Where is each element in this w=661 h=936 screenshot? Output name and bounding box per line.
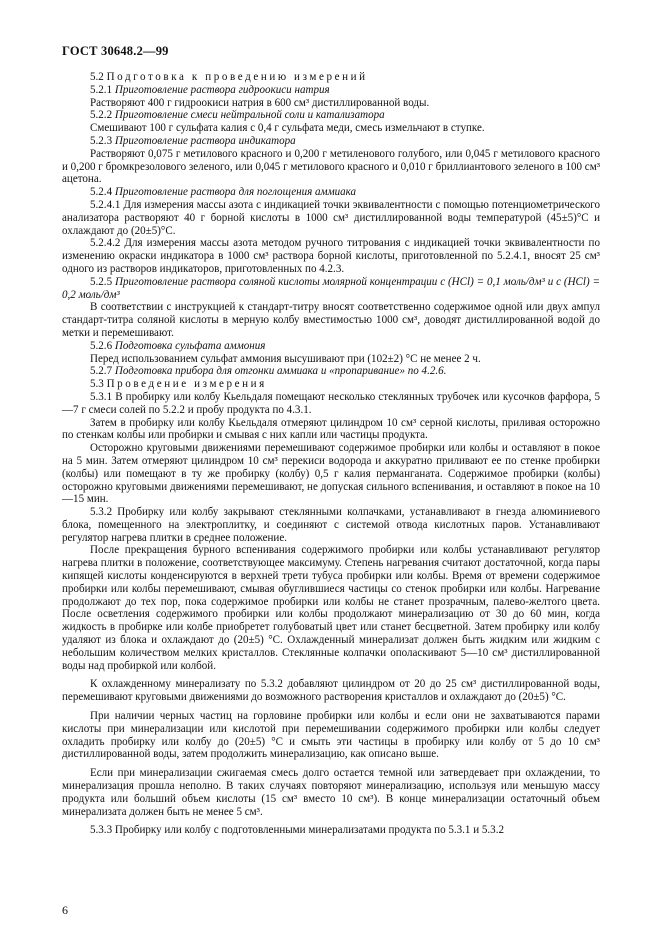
subsection-heading-5-2-4: 5.2.4 Приготовление раствора для поглощения аммиака [90,186,357,199]
paragraph: 5.2.4.1 Для измерения массы азота с индикацией точки эквивалентности с помощью потенциометрического анализатора растворяют 40 г борной кислоты в 1000 см³ дистиллированной воды температурой (45±5)°С и охлаждают до (20±5)°С. [62,198,600,237]
section-heading-5-2: 5.2 Подготовка к проведению измерений [90,71,368,83]
paragraph: Растворяют 400 г гидроокиси натрия в 600 см³ дистиллированной воды. [90,96,430,109]
paragraph: Затем в пробирку или колбу Кьельдаля отмеряют цилиндром 10 см³ серной кислоты, приливая осторожно по стенкам колбы или пробирки и смывая с них капли или частицы продукта. [62,416,600,442]
paragraph: 5.2.4.2 Для измерения массы азота методом ручного титрования с индикацией точки эквивалентности по изменению окраски индикатора в 1000 см³ раствора борной кислоты, приготовленной по 5.2.4.1, вносят 25 см³ одного из растворов индикаторов, приготовленных по 4.2.3. [62,237,600,275]
paragraph: Если при минерализации сжигаемая смесь долго остается темной или затвердевает при охлаждении, то минерализация прошла неполно. В таких случаях повторяют минерализацию, используя или меньшую массу продукта или больший объем кислоты (15 см³ вместо 10 см³). В конце минерализации остаточный объем минерализата должен быть не менее 5 см³. [62,767,600,818]
page-number: 6 [62,903,68,917]
subsection-heading-5-2-6: 5.2.6 Подготовка сульфата аммония [90,339,266,352]
subsection-heading-5-2-2: 5.2.2 Приготовление смеси нейтральной соли и катализатора [90,109,385,122]
paragraph: При наличии черных частиц на горловине пробирки или колбы и если они не захватываются парами кислоты при минерализации или кислотой при перемешивании содержимого пробирки или колбы следует охладить пробирку или колбу до (20±5) °С и смыть эти частицы в пробирку или колбу от 5 до 10 см³ дистиллированной воды, затем продолжить минерализацию, как описано выше. [62,710,600,761]
paragraph: К охлажденному минерализату по 5.3.2 добавляют цилиндром от 20 до 25 см³ дистиллированной воды, перемешивают круговыми движениями до возможного растворения кристаллов и охлаждают до (20±5) °С. [62,678,600,704]
subsection-heading-5-2-5: 5.2.5 Приготовление раствора соляной кислоты молярной концентрации с (HCl) = 0,1 моль/дм³ и с (HCl) = 0,2 моль/дм³ [62,275,600,301]
paragraph: Осторожно круговыми движениями перемешивают содержимое пробирки или колбы и оставляют в покое на 5 мин. Затем отмеряют цилиндром 10 см³ перекиси водорода и аккуратно приливают ее по стенке пробирки (колбы) или помещают в ту же пробирку (колбу) 0,5 г калия перманганата. Содержимое пробирки (колбы) осторожно круговыми движениями перемешивают, не допуская сильного вспенивания, и оставляют в покое на 10—15 мин. [62,442,600,506]
subsection-heading-5-2-1: 5.2.1 Приготовление раствора гидроокиси натрия [90,83,330,96]
paragraph: Растворяют 0,075 г метилового красного и 0,200 г метиленового голубого, или 0,045 г метилового красного и 0,200 г бромкрезолового зеленого, или 0,045 г метилового красного и 0,010 г бриллиантового зеленого в 100 см³ ацетона. [62,147,600,186]
subsection-heading-5-2-3: 5.2.3 Приготовление раствора индикатора [90,134,296,147]
subsection-heading-5-2-7: 5.2.7 Подготовка прибора для отгонки аммиака и «пропаривание» по 4.2.6. [90,365,447,378]
document-body [62,71,600,837]
paragraph: Смешивают 100 г сульфата калия с 0,4 г сульфата меди, смесь измельчают в ступке. [90,122,485,135]
paragraph: 5.3.1 В пробирку или колбу Кьельдаля помещают несколько стеклянных трубочек или кусочков фарфора, 5—7 г смеси солей по 5.2.2 и пробу продукта по 4.3.1. [62,390,600,416]
paragraph: 5.3.3 Пробирку или колбу с подготовленными минерализатами продукта по 5.3.1 и 5.3.2 [90,824,504,837]
section-heading-5-3: 5.3 Проведение измерения [90,378,267,391]
paragraph: Перед использованием сульфат аммония высушивают при (102±2) °С не менее 2 ч. [90,352,481,365]
paragraph: В соответствии с инструкцией к стандарт-титру вносят соответственно содержимое одной или двух ампул стандарт-титра соляной кислоты в мерную колбу вместимостью 1000 см³, доводят дистиллированной водой до метки и перемешивают. [62,301,600,339]
paragraph: После прекращения бурного вспенивания содержимого пробирки или колбы устанавливают регулятор нагрева плитки в положение, соответствующее максимуму. Степень нагревания считают достаточной, когда пары кипящей кислоты конденсируются в верхней трети тубуса пробирки или колбы. Время от времени содержимое пробирки или колбы перемешивают, смывая обуглившиеся частицы со стенок пробирки или колбы. Нагревание продолжают до тех пор, пока содержимое пробирки или колбы не станет прозрачным, палево-желтого цвета. После осветления содержимого пробирки или колбы продолжают минерализацию от 30 до 60 мин, когда жидкость в пробирке или колбе приобретет голубоватый цвет или станет бесцветной. Затем пробирку или колбу удаляют из блока и охлаждают до (20±5) °С. Охлажденный минерализат должен быть жидким или жидким с небольшим количеством мелких кристаллов. Стеклянные колпачки ополаскивают 5—10 см³ дистиллированной воды над пробиркой или колбой. [62,544,600,672]
standard-header: ГОСТ 30648.2—99 [62,44,169,58]
paragraph: 5.3.2 Пробирку или колбу закрывают стеклянными колпачками, устанавливают в гнезда алюминиевого блока, помещенного на электроплитку, и соединяют с системой отвода кислотных паров. Устанавливают регулятор нагрева плитки в среднее положение. [62,506,600,544]
